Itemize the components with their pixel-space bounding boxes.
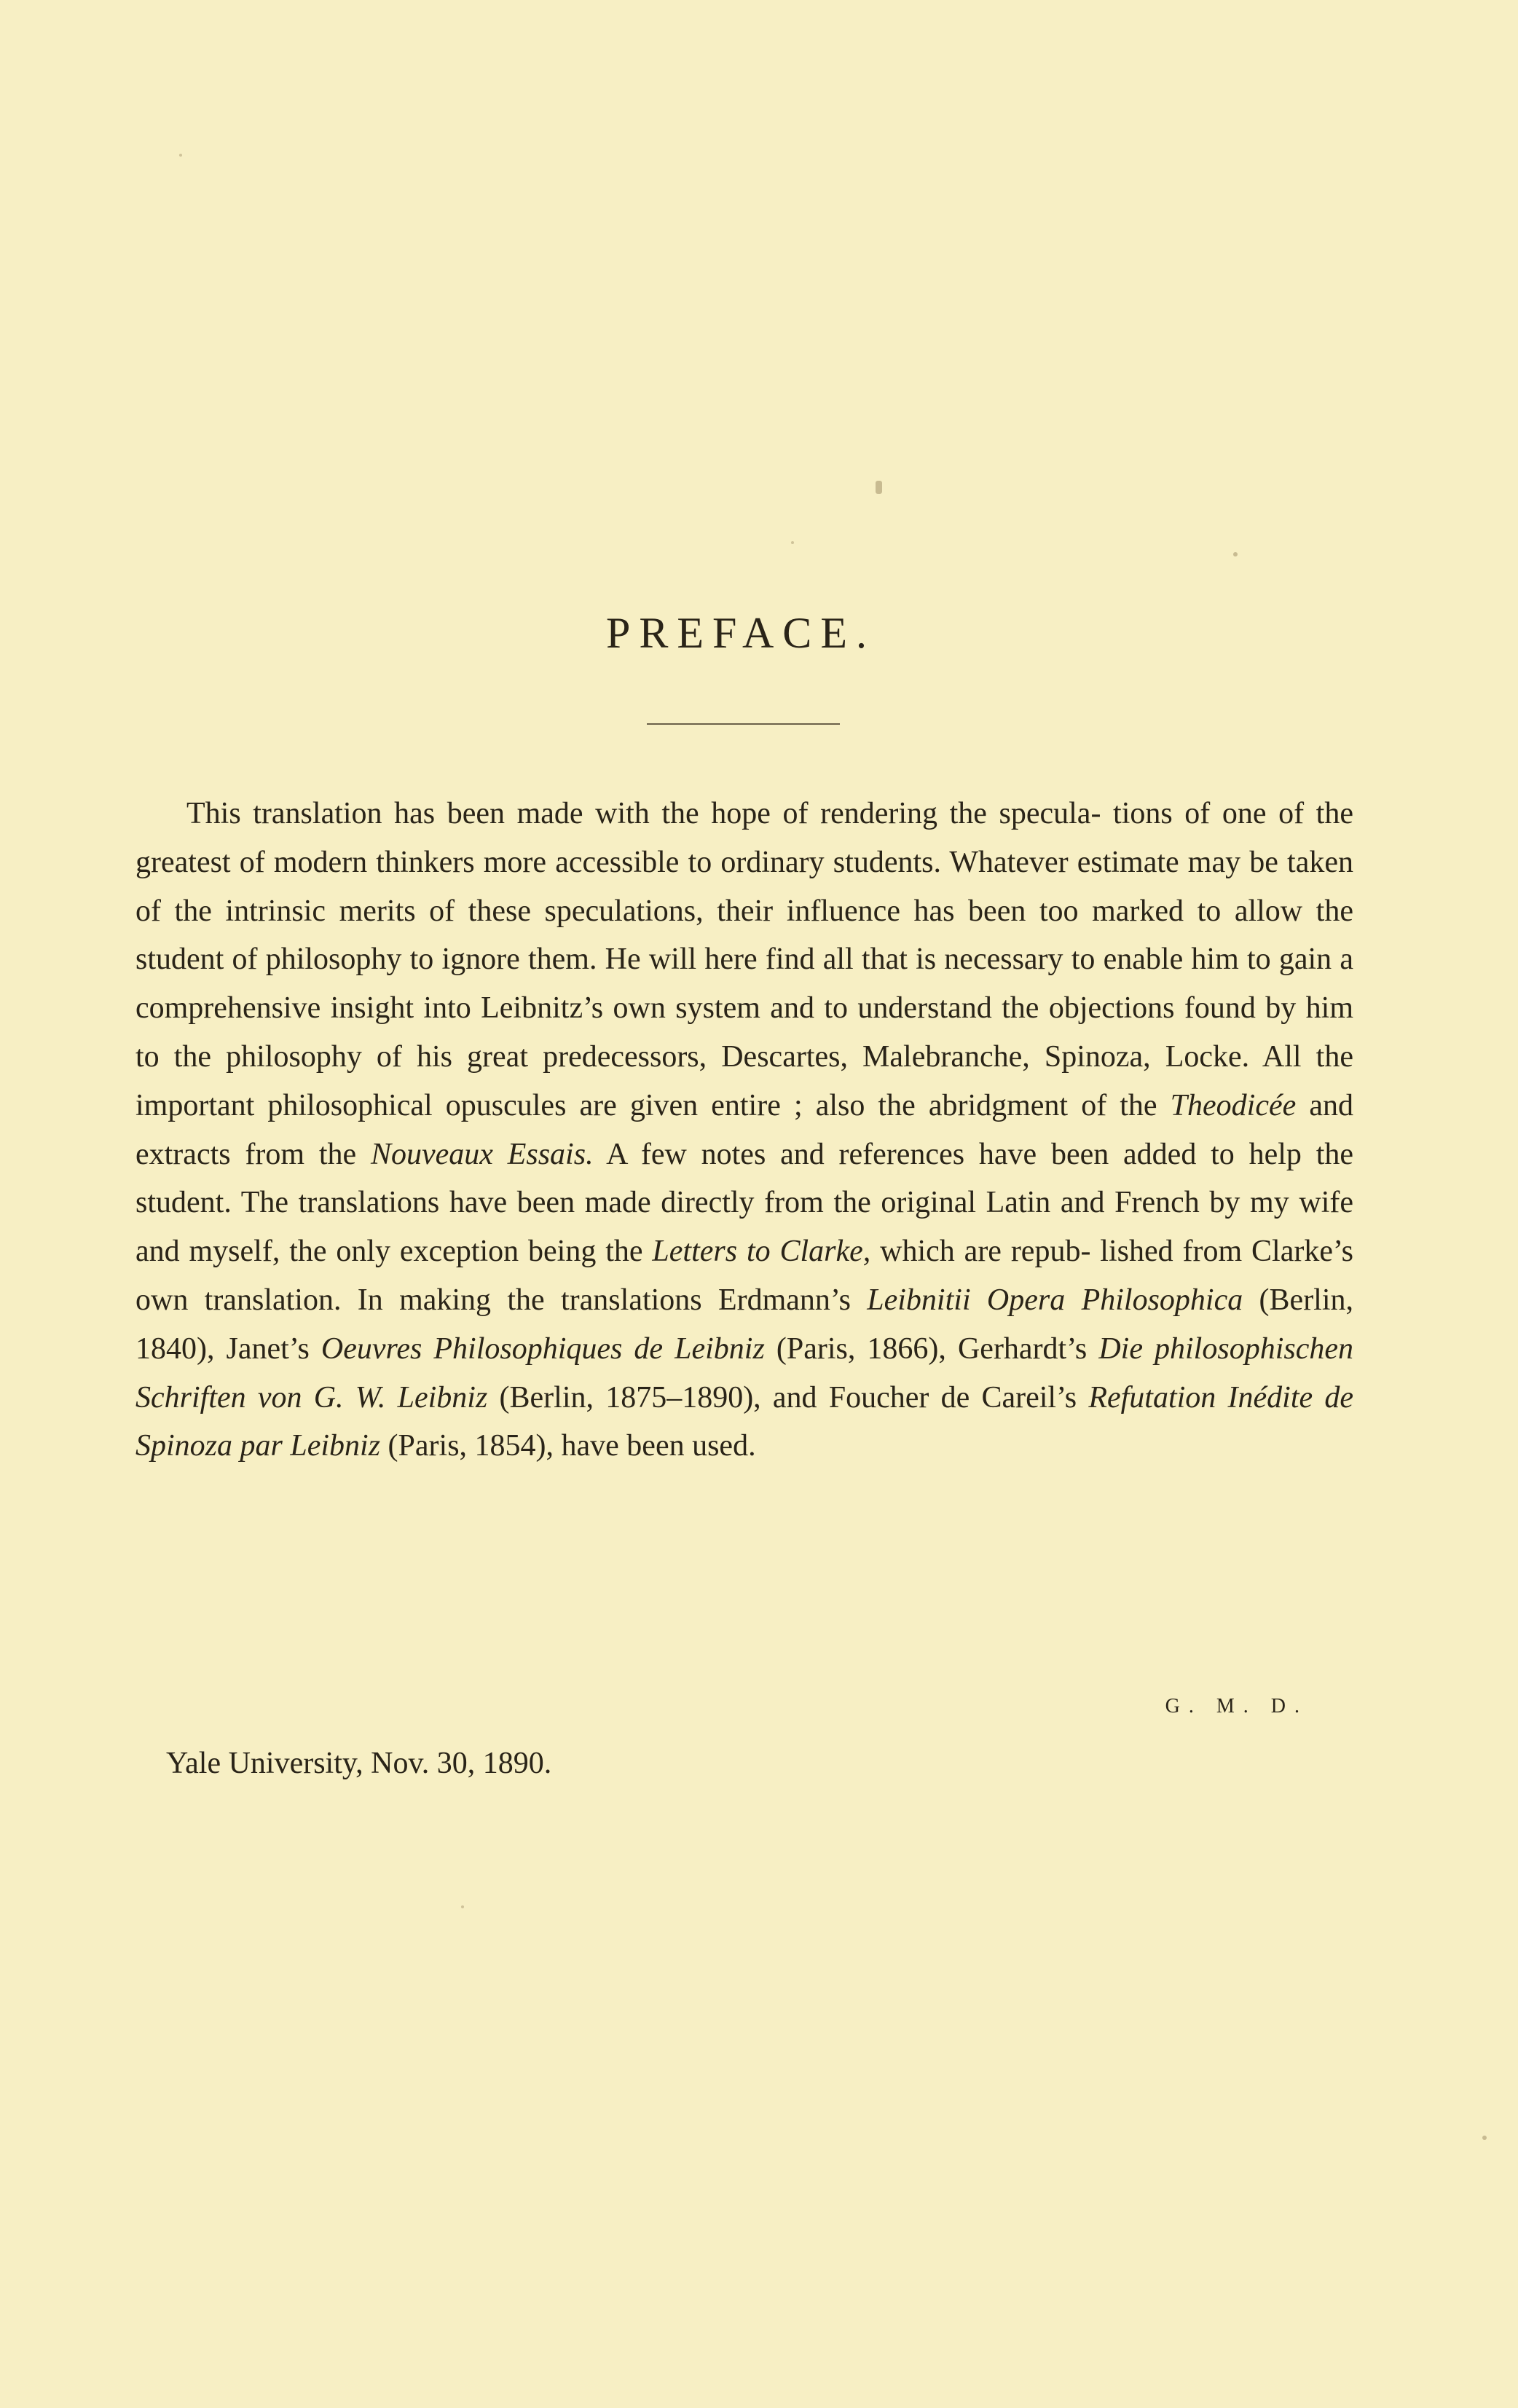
italic-title-run: Theodicée (1170, 1088, 1297, 1122)
title-rule (647, 723, 840, 725)
paper-speck (179, 154, 182, 157)
paper-speck (1482, 2136, 1487, 2140)
italic-title-run: Refutation Inédite de Spinoza par Leibniz (135, 1380, 1353, 1463)
italic-title-run: Leibnitii Opera Philosophica (867, 1283, 1243, 1317)
preface-paragraph (135, 790, 1353, 1471)
text-run: (Paris, 1866), Gerhardt’s (764, 1331, 1099, 1366)
paper-speck (791, 541, 794, 544)
dateline: Yale University, Nov. 30, 1890. (166, 1747, 552, 1780)
italic-title-run: Nouveaux Essais. (370, 1137, 594, 1171)
paper-speck (1233, 552, 1238, 556)
page-title: PREFACE. (606, 609, 876, 657)
text-run: and extracts from the (135, 1088, 1353, 1171)
text-run: which are repub- lished from Clarke’s own translation. In making the translations Erdmann’s (135, 1235, 1353, 1317)
italic-title-run: Oeuvres Philosophiques de Leibniz (320, 1331, 765, 1366)
author-initials: G. M. D. (1165, 1695, 1308, 1718)
text-run: (Paris, 1854), have been used. (380, 1429, 756, 1463)
text-run: A few notes and references have been added to help the student. The translations have been made directly from the original Latin and French by my wife and myself, the only exception being the (135, 1137, 1354, 1269)
text-run: This translation has been made with the hope of rendering the specula- tions of one of the greatest of modern thinkers more accessible to ordinary students. Whatever estimate may be taken of the intrinsic merits of these speculations, their influence has been too marked to allow the student of philosophy to ignore them. He will here find all that is necessary to enable him to gain a comprehensive insight into Leibnitz’s own system and to understand the objections found by him to the philosophy of his great predecessors, Descartes, Malebranche, Spinoza, Locke. All the important philosophical opuscules are given entire ; also the abridgment of the (135, 797, 1353, 1122)
paper-speck (461, 1905, 464, 1908)
text-run: (Berlin, 1875–1890), and Foucher de Careil’s (487, 1380, 1089, 1414)
italic-title-run: Letters to Clarke, (652, 1235, 871, 1269)
text-run: (Berlin, 1840), Janet’s (135, 1283, 1354, 1366)
italic-title-run: Die philosophischen Schriften von G. W. Leibniz (135, 1331, 1353, 1414)
paper-speck (876, 481, 882, 494)
